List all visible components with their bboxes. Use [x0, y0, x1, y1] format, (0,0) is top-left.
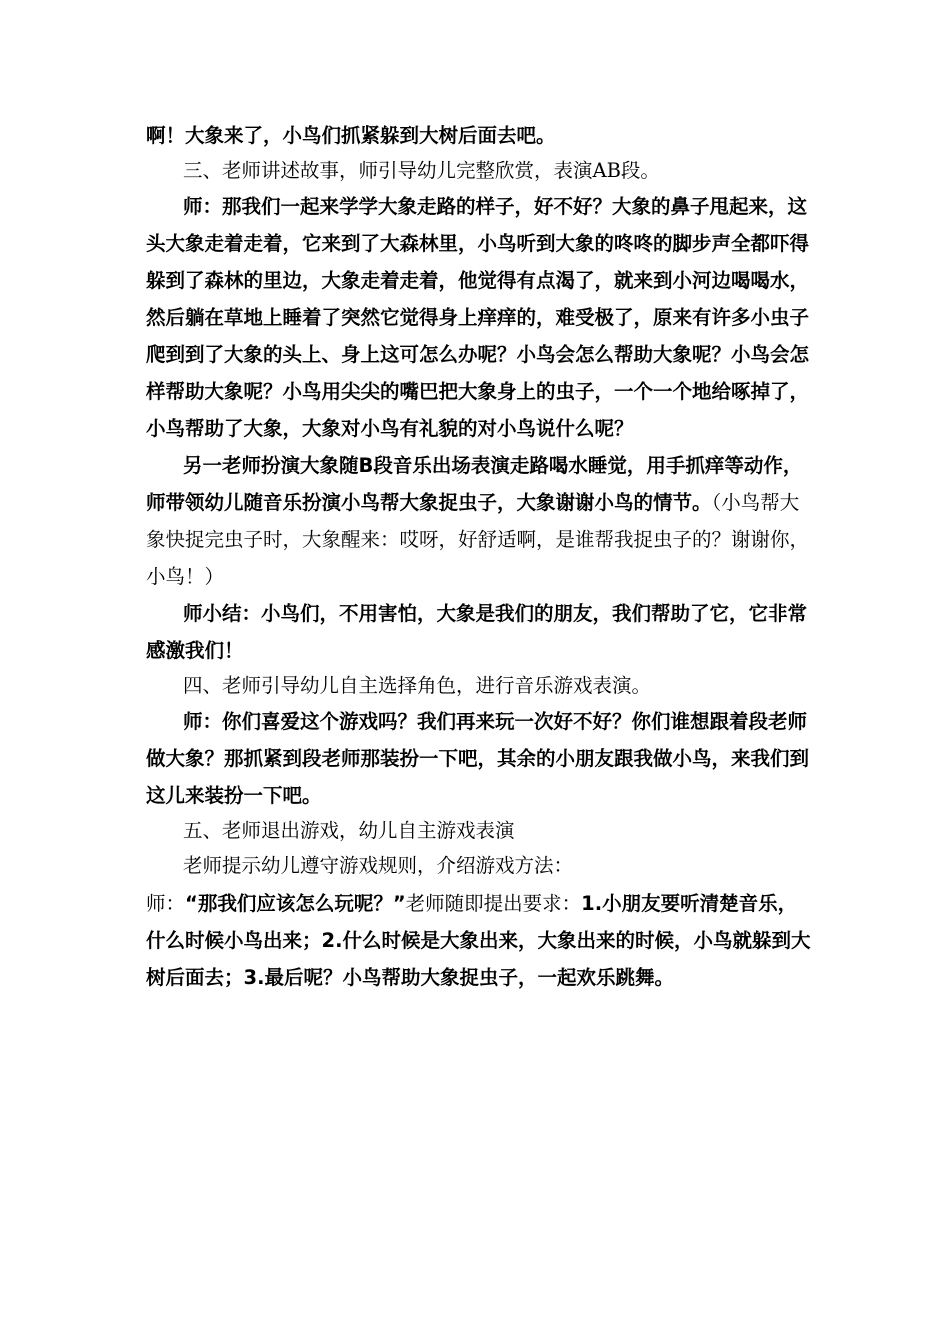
text-line-21	[183, 853, 573, 880]
text-line-14	[183, 601, 807, 628]
text-line-18	[146, 746, 809, 773]
text-line-16	[183, 673, 651, 700]
text-line-11	[146, 490, 799, 517]
text-segment: 四、老师引导幼儿自主选择角色，进行音乐游戏表演。	[183, 674, 652, 697]
text-segment: 1.小朋友要听清楚音乐，	[581, 892, 798, 915]
text-line-15	[146, 638, 244, 665]
text-segment: 样帮助大象呢？小鸟用尖尖的嘴巴把大象身上的虫子，一个一个地给啄掉了，	[146, 380, 810, 403]
text-line-4	[146, 231, 809, 258]
text-line-10	[183, 453, 802, 480]
text-segment: 三、老师讲述故事，师引导幼儿完整欣赏，表演AB段。	[183, 159, 660, 182]
text-line-24	[146, 965, 674, 992]
text-segment: 另一老师扮演大象随B段音乐出场表演走路喝水睡觉，用手抓痒等动作，	[183, 454, 803, 477]
text-line-8	[146, 379, 809, 406]
text-segment: （小鸟帮大	[711, 491, 800, 514]
text-line-13	[146, 564, 224, 591]
text-line-7	[146, 342, 809, 369]
text-line-3	[183, 194, 807, 221]
text-segment: 师小结：小鸟们，不用害怕，大象是我们的朋友，我们帮助了它，它非常	[183, 602, 808, 625]
text-segment: 师：你们喜爱这个游戏吗？我们再来玩一次好不好？你们谁想跟着段老师	[183, 710, 808, 733]
text-segment: 躲到了森林的里边，大象走着走着，他觉得有点渴了，就来到小河边喝喝水，	[146, 269, 810, 292]
text-line-6	[146, 305, 809, 332]
text-segment: 师：那我们一起来学学大象走路的样子，好不好？大象的鼻子甩起来，这	[183, 195, 808, 218]
text-segment: 做大象？那抓紧到段老师那装扮一下吧，其余的小朋友跟我做小鸟，来我们到	[146, 747, 810, 770]
text-line-19	[146, 783, 322, 810]
text-line-9	[146, 416, 634, 443]
text-segment: 然后躺在草地上睡着了突然它觉得身上痒痒的，难受极了，原来有许多小虫子	[146, 306, 810, 329]
text-segment: 师带领幼儿随音乐扮演小鸟帮大象捉虫子，大象谢谢小鸟的情节。	[146, 491, 712, 514]
text-segment: 什么时候小鸟出来；2.什么时候是大象出来，大象出来的时候，小鸟就躲到大	[146, 929, 811, 952]
text-segment: 小鸟帮助了大象，大象对小鸟有礼貌的对小鸟说什么呢？	[146, 417, 634, 440]
text-segment: 象快捉完虫子时，大象醒来：哎呀，好舒适啊，是谁帮我捉虫子的？谢谢你，	[146, 528, 810, 551]
text-segment: 老师随即提出要求：	[405, 892, 582, 915]
text-line-5	[146, 268, 809, 295]
text-line-17	[183, 709, 807, 736]
text-segment: 感激我们！	[146, 639, 244, 662]
text-segment: 啊！大象来了，小鸟们抓紧躲到大树后面去吧。	[146, 124, 556, 147]
text-line-12	[146, 527, 809, 554]
text-line-22	[146, 891, 797, 918]
text-line-1	[146, 123, 556, 150]
text-segment: 师：	[146, 892, 186, 915]
text-segment: 五、老师退出游戏，幼儿自主游戏表演	[183, 819, 515, 842]
text-line-2	[183, 158, 660, 185]
text-segment: “那我们应该怎么玩呢？”	[185, 892, 406, 915]
text-segment: 小鸟！）	[146, 565, 225, 588]
text-line-20	[183, 818, 515, 845]
text-segment: 爬到到了大象的头上、身上这可怎么办呢？小鸟会怎么帮助大象呢？小鸟会怎	[146, 343, 810, 366]
text-segment: 老师提示幼儿遵守游戏规则，介绍游戏方法：	[183, 854, 574, 877]
text-segment: 这儿来装扮一下吧。	[146, 784, 322, 807]
text-segment: 树后面去；3.最后呢？小鸟帮助大象捉虫子，一起欢乐跳舞。	[146, 966, 674, 989]
text-line-23	[146, 928, 810, 955]
text-segment: 头大象走着走着，它来到了大森林里，小鸟听到大象的咚咚的脚步声全都吓得	[146, 232, 810, 255]
